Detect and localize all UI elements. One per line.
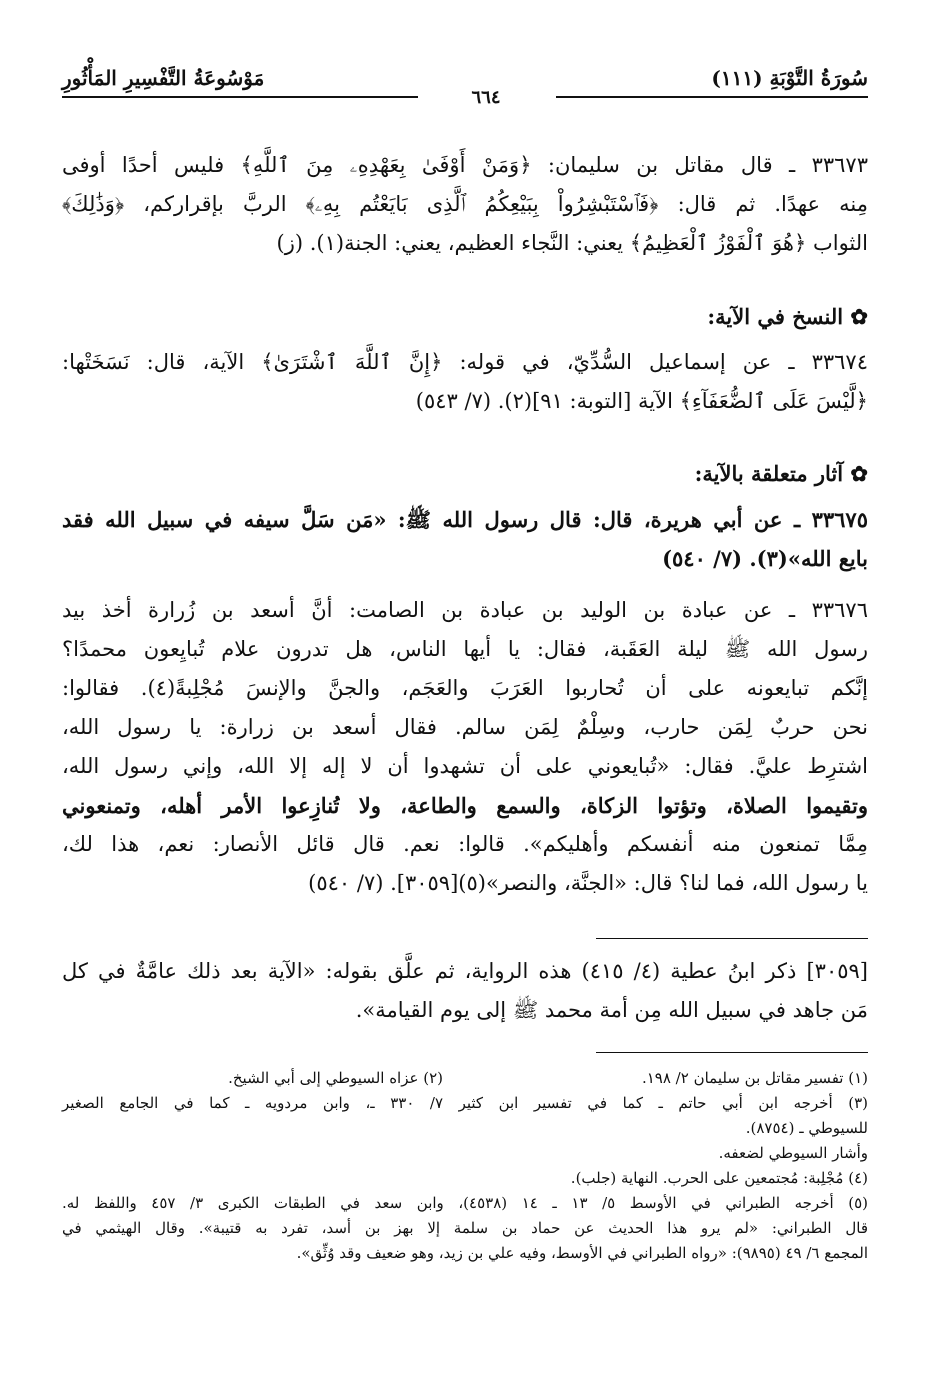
- commentary-note-3059: [62, 952, 868, 1030]
- section-heading-naskh: [62, 297, 868, 336]
- header-rule-left: [62, 96, 418, 98]
- heading-text: ✿ آثار متعلقة بالآية:: [694, 461, 868, 486]
- heading-text: ✿ النسخ في الآية:: [707, 304, 868, 329]
- text-line: ٣٣٦٧٣ ـ قال مقاتل بن سليمان: ﴿وَمَنْ أَوْفَىٰ بِعَهْدِهِۦ مِنَ ٱللَّهِ﴾ فليس أحدًا أوفى: [62, 153, 868, 177]
- surah-title: سُورَةُ التَّوْبَةِ (١١١): [711, 66, 868, 90]
- section-heading-athar: [62, 454, 868, 493]
- footnote-5-cont: المجمع ٦/ ٤٩ (٩٨٩٥): «رواه الطبراني في الأوسط، وفيه علي بن زيد، وهو ضعيف وقد وُثِّق».: [296, 1244, 868, 1262]
- text-line: مِمَّا تمنعون منه أنفسكم وأهليكم». قالوا: نعم. قال قائل الأنصار: نعم، هذا لك،: [62, 832, 868, 856]
- header-rule-right: [556, 96, 868, 98]
- footnote-1: (١) تفسير مقاتل بن سليمان ٢/ ١٩٨.: [641, 1069, 868, 1087]
- footnotes: [62, 1066, 868, 1266]
- footnote-3-note: وأشار السيوطي لضعفه.: [718, 1144, 868, 1162]
- footnote-4: (٤) مُجْلِبة: مُجتمعين على الحرب. النهاية (جلب).: [570, 1169, 868, 1187]
- text-line: يا رسول الله، فما لنا؟ قال: «الجنَّة، والنصر»(٥)[٣٠٥٩]. (٧/ ٥٤٠): [308, 871, 868, 895]
- narration-33676: [62, 591, 868, 903]
- note-separator: [596, 938, 868, 939]
- text-line: ٣٣٦٧٥ ـ عن أبي هريرة، قال: قال رسول الله ﷺ: «مَن سَلَّ سيفه في سبيل الله فقد: [62, 507, 868, 532]
- footnote-3: (٣) أخرجه ابن أبي حاتم ـ كما في تفسير ابن كثير ٧/ ٣٣٠ ـ، وابن مردويه ـ كما في الجامع الصغير: [62, 1094, 868, 1112]
- text-line: الثواب ﴿هُوَ ٱلْفَوْزُ ٱلْعَظِيمُ﴾ يعني: النَّجاء العظيم، يعني: الجنة(١). (ز): [276, 231, 868, 255]
- page-header: [62, 62, 868, 108]
- text-line: ٣٣٦٧٦ ـ عن عبادة بن الوليد بن عبادة بن الصامت: أنَّ أسعد بن زُرارة أخذ بيد: [62, 598, 868, 622]
- footnote-row-1-2: [62, 1066, 868, 1091]
- footnote-5: (٥) أخرجه الطبراني في الأوسط ٥/ ١٣ ـ ١٤ (٤٥٣٨)، وابن سعد في الطبقات الكبرى ٣/ ٤٥٧ واللفظ له.: [62, 1194, 868, 1212]
- text-line: اشترِط عليَّ. فقال: «تُبايعوني على أن تشهدوا أن لا إله إلا الله، وإني رسول الله،: [62, 754, 868, 778]
- text-line: نحن حربٌ لِمَن حارب، وسِلْمٌ لِمَن سالم. فقال أسعد بن زرارة: يا رسول الله،: [62, 715, 868, 739]
- text-line: [٣٠٥٩] ذكر ابنُ عطية (٤/ ٤١٥) هذه الرواية، ثم علَّق بقوله: «الآية بعد ذلك عامَّةٌ في كل: [62, 959, 868, 983]
- text-line: بايع الله»(٣). (٧/ ٥٤٠): [662, 546, 868, 571]
- text-line: وتقيموا الصلاة، وتؤتوا الزكاة، والسمع والطاعة، ولا تُنازِعوا الأمر أهله، وتمنعوني: [62, 793, 868, 818]
- narration-33674: [62, 343, 868, 421]
- footnote-2: (٢) عزاه السيوطي إلى أبي الشيخ.: [228, 1069, 443, 1087]
- text-line: ﴿لَّيْسَ عَلَى ٱلضُّعَفَآءِ﴾ الآية [التوبة: ٩١](٢). (٧/ ٥٤٣): [415, 389, 868, 413]
- footnote-3-cont: للسيوطي ـ (٨٧٥٤).: [745, 1119, 868, 1137]
- book-title: مَوْسُوعَةُ التَّفْسِيرِ المَأْثُورِ: [62, 66, 265, 90]
- narration-33675: [62, 500, 868, 578]
- text-line: إنَّكم تبايعونه على أن تُحاربوا العَرَبَ والعَجَم، والجنَّ والإنسَ مُجْلِبةً(٤). فقالوا:: [62, 676, 868, 700]
- text-line: ٣٣٦٧٤ ـ عن إسماعيل السُّدِّيّ، في قوله: ﴿إِنَّ ٱللَّهَ ٱشْتَرَىٰ﴾ الآية، قال: نَسَخَتْها:: [62, 350, 868, 374]
- footnote-separator: [596, 1052, 868, 1053]
- narration-33673: [62, 146, 868, 263]
- page-number: ٦٦٤: [471, 87, 501, 108]
- text-line: رسول الله ﷺ ليلة العَقَبة، فقال: يا أيها الناس، هل تدرون علام تُبايِعون محمدًا؟: [62, 637, 868, 661]
- text-line: مِنه عهدًا. ثم قال: ﴿فَٱسْتَبْشِرُواْ بِبَيْعِكُمُ ٱلَّذِى بَايَعْتُم بِهِۦ﴾ الربَّ بإقراركم، ﴿وَذَٰلِكَ﴾: [62, 192, 868, 216]
- text-line: مَن جاهد في سبيل الله مِن أمة محمد ﷺ إلى يوم القيامة».: [355, 998, 868, 1022]
- footnote-5-cont: قال الطبراني: «لم يرو هذا الحديث عن حماد بن سلمة إلا بهز بن أسد، تفرد به قتيبة». وقال الهيثمي في: [62, 1219, 868, 1237]
